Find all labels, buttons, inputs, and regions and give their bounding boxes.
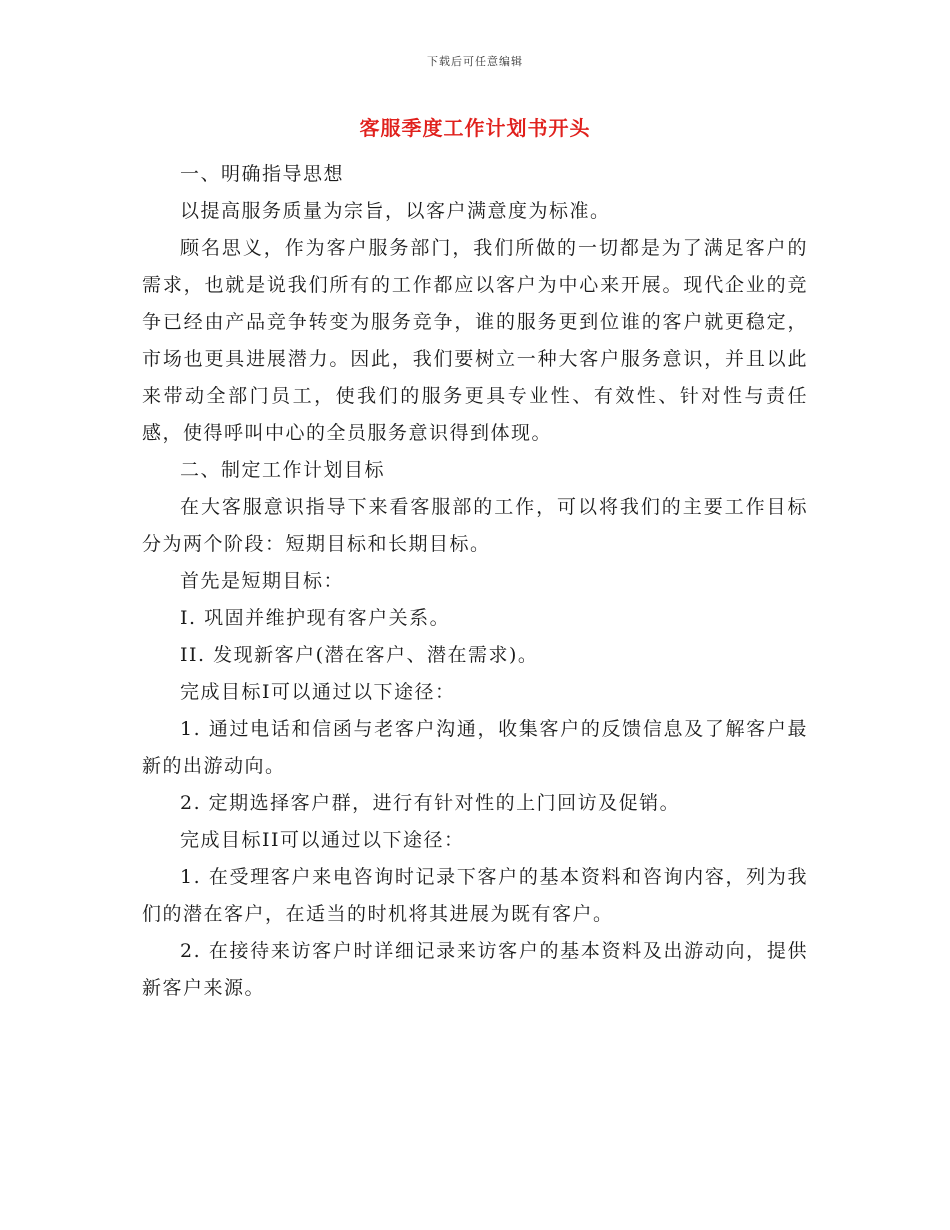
list-item: I. 巩固并维护现有客户关系。	[180, 607, 451, 629]
header-note: 下载后可任意编辑	[427, 55, 523, 68]
list-item: II. 发现新客户(潜在客户、潜在需求)。	[180, 644, 539, 666]
list-item: 2. 在接待来访客户时详细记录来访客户的基本资料及出游动向，提供新客户来源。	[142, 940, 808, 999]
paragraph: 以提高服务质量为宗旨，以客户满意度为标准。	[180, 200, 611, 222]
document-title: 客服季度工作计划书开头	[359, 116, 591, 140]
list-item: 1. 通过电话和信函与老客户沟通，收集客户的反馈信息及了解客户最新的出游动向。	[142, 718, 808, 777]
section-heading-1: 一、明确指导思想	[180, 163, 345, 185]
list-item: 1. 在受理客户来电咨询时记录下客户的基本资料和咨询内容，列为我们的潜在客户，在适当的时机将其进展为既有客户。	[142, 866, 808, 925]
paragraph: 完成目标I可以通过以下途径：	[180, 681, 456, 703]
list-item: 2. 定期选择客户群，进行有针对性的上门回访及促销。	[180, 792, 681, 814]
paragraph: 在大客服意识指导下来看客服部的工作，可以将我们的主要工作目标分为两个阶段：短期目标和长期目标。	[142, 496, 808, 555]
paragraph: 完成目标II可以通过以下途径：	[180, 829, 465, 851]
paragraph: 顾名思义，作为客户服务部门，我们所做的一切都是为了满足客户的需求，也就是说我们所有的工作都应以客户为中心来开展。现代企业的竞争已经由产品竞争转变为服务竞争，谁的服务更到位谁的客户就更稳定，市场也更具进展潜力。因此，我们要树立一种大客户服务意识，并且以此来带动全部门员工，使我们的服务更具专业性、有效性、针对性与责任感，使得呼叫中心的全员服务意识得到体现。	[142, 237, 808, 444]
document-body	[142, 156, 808, 1007]
paragraph: 首先是短期目标：	[180, 570, 345, 592]
section-heading-2: 二、制定工作计划目标	[180, 459, 386, 481]
